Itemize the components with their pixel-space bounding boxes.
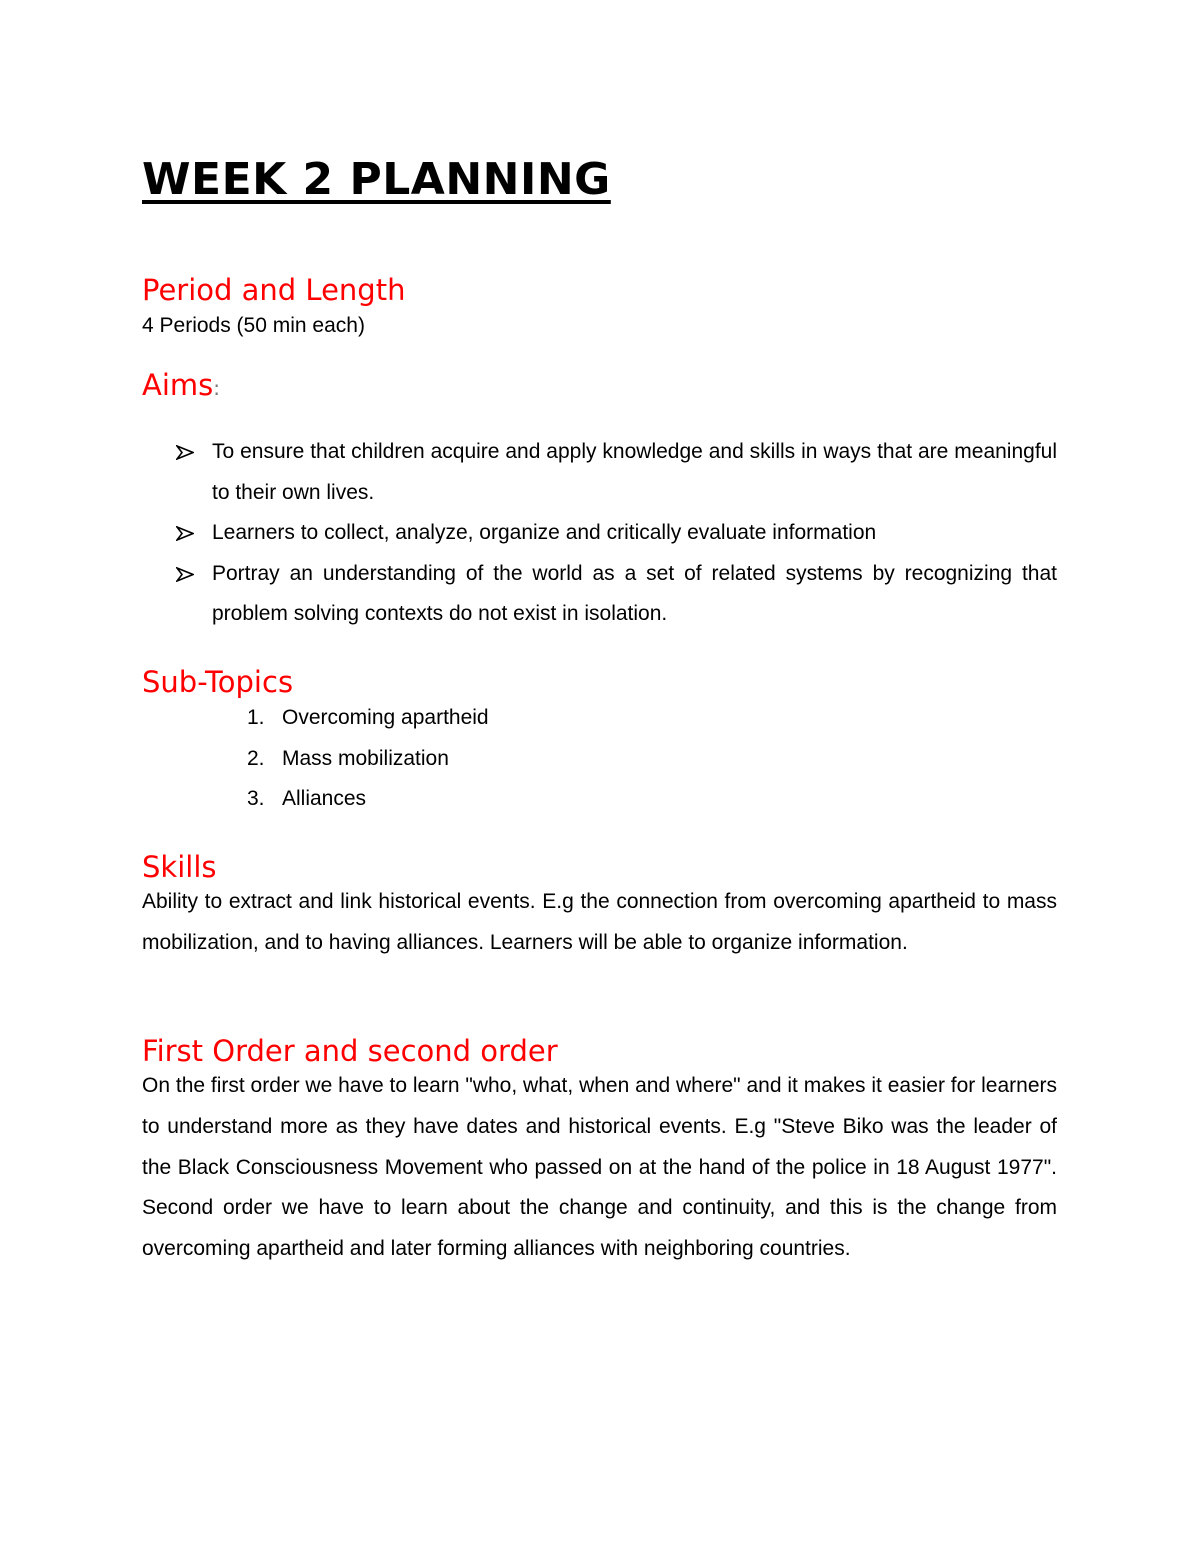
list-item <box>142 432 1057 513</box>
list-item <box>142 739 489 780</box>
list-item <box>142 779 489 820</box>
arrow-bullet-icon <box>176 445 194 460</box>
list-item <box>142 554 1057 635</box>
aims-heading-colon: : <box>213 376 221 400</box>
list-number: 1. <box>247 706 265 729</box>
aim-text: Learners to collect, analyze, organize and critically evaluate information <box>212 521 877 545</box>
list-number: 3. <box>247 787 265 811</box>
skills-text: Ability to extract and link historical events. E.g the connection from overcoming apartheid to mass mobilization, and to having alliances. Learners will be able to organize information. <box>142 890 1057 954</box>
aim-text: To ensure that children acquire and apply knowledge and skills in ways that are meaningful to their own lives. <box>212 440 1057 504</box>
subtopic-label: Mass mobilization <box>282 746 449 770</box>
arrow-bullet-icon <box>176 526 194 541</box>
aims-list <box>142 432 1057 635</box>
list-item <box>142 513 1057 554</box>
aims-heading-label: Aims <box>142 368 214 402</box>
subtopic-label: Overcoming apartheid <box>282 706 489 729</box>
aims-heading <box>142 367 220 406</box>
arrow-bullet-icon <box>176 567 194 582</box>
list-number: 2. <box>247 746 265 770</box>
skills-heading: Skills <box>142 850 217 884</box>
order-text: On the first order we have to learn "who, what, when and where" and it makes it easier for learners to understand more as they have dates and historical events. E.g "Steve Biko was the leader of the Black Consciousness Movement who passed on at the hand of the police in 18 August 1977". Second order we have to learn about the change and continuity, and this is the change from overcoming apartheid and later forming alliances with neighboring countries. <box>142 1074 1057 1261</box>
page-title: WEEK 2 PLANNING <box>142 154 611 205</box>
order-heading: First Order and second order <box>142 1034 558 1068</box>
subtopics-heading: Sub-Topics <box>142 665 294 699</box>
period-heading: Period and Length <box>142 273 406 307</box>
subtopic-label: Alliances <box>282 787 367 811</box>
aim-text: Portray an understanding of the world as a set of related systems by recognizing that problem solving contexts do not exist in isolation. <box>212 561 1057 626</box>
period-text: 4 Periods (50 min each) <box>142 314 365 337</box>
subtopics-list <box>142 698 489 820</box>
list-item <box>142 698 489 739</box>
